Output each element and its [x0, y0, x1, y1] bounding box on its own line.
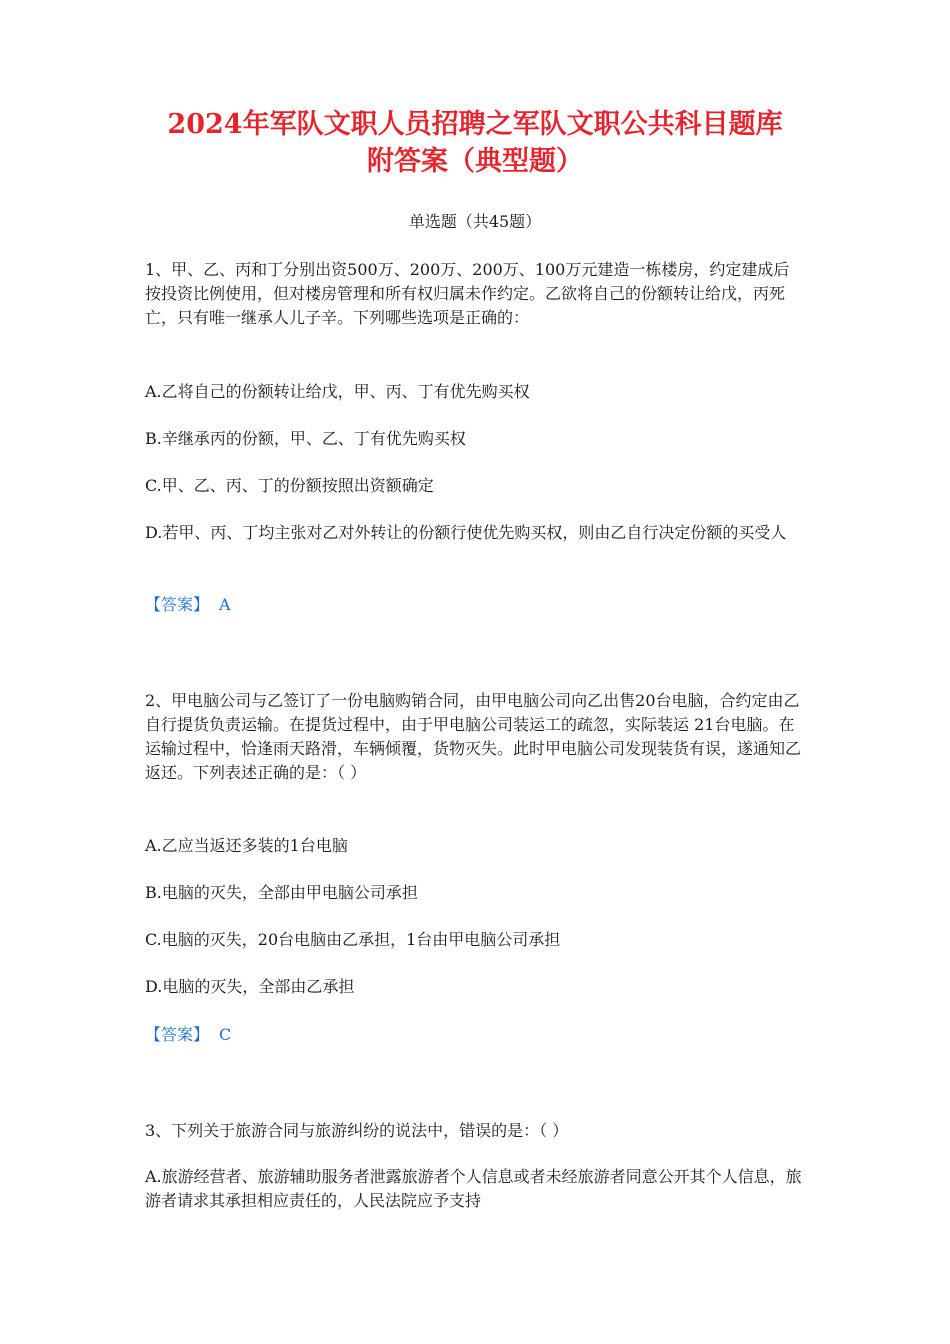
question-1-option-a: A.乙将自己的份额转让给戊，甲、丙、丁有优先购买权: [145, 382, 530, 401]
question-2-option-b: B.电脑的灭失，全部由甲电脑公司承担: [145, 883, 418, 902]
question-1-option-b: B.辛继承丙的份额，甲、乙、丁有优先购买权: [145, 429, 466, 448]
answer-label: 【答案】: [145, 1025, 210, 1044]
document-title-line-2: 附答案（典型题）: [367, 146, 583, 177]
question-1-answer: [145, 593, 805, 617]
question-2-option-d: D.电脑的灭失，全部由乙承担: [145, 977, 355, 996]
question-2-option-c: C.电脑的灭失，20台电脑由乙承担，1台由甲电脑公司承担: [145, 930, 561, 949]
answer-value: C: [219, 1025, 232, 1044]
answer-value: A: [219, 595, 231, 614]
answer-label: 【答案】: [145, 595, 210, 614]
document-title-line-1: 2024年军队文职人员招聘之军队文职公共科目题库: [167, 109, 783, 140]
question-2-stem: 2、甲电脑公司与乙签订了一份电脑购销合同，由甲电脑公司向乙出售20台电脑，合约定由乙自行提货负责运输。在提货过程中，由于甲电脑公司装运工的疏忽，实际装运 21台电脑。在运输过程中，恰逢雨天路滑，车辆倾覆，货物灭失。此时甲电脑公司发现装货有误，遂通知乙返还。下列表述正确的是：（ ）: [145, 691, 802, 782]
question-2-option-a: A.乙应当返还多装的1台电脑: [145, 836, 348, 855]
question-3-stem: 3、下列关于旅游合同与旅游纠纷的说法中，错误的是：（ ）: [145, 1121, 569, 1140]
question-3-option-a: A.旅游经营者、旅游辅助服务者泄露旅游者个人信息或者未经旅游者同意公开其个人信息，旅游者请求其承担相应责任的，人民法院应予支持: [145, 1167, 802, 1210]
question-2-answer: [145, 1023, 805, 1047]
question-1-stem: 1、甲、乙、丙和丁分别出资500万、200万、200万、100万元建造一栋楼房，约定建成后按投资比例使用，但对楼房管理和所有权归属未作约定。乙欲将自己的份额转让给戊，丙死亡，只有唯一继承人儿子辛。下列哪些选项是正确的：: [145, 260, 790, 327]
section-heading: 单选题（共45题）: [408, 212, 542, 231]
question-1-option-c: C.甲、乙、丙、丁的份额按照出资额确定: [145, 476, 434, 495]
question-1-option-d: D.若甲、丙、丁均主张对乙对外转让的份额行使优先购买权，则由乙自行决定份额的买受人: [145, 523, 787, 542]
